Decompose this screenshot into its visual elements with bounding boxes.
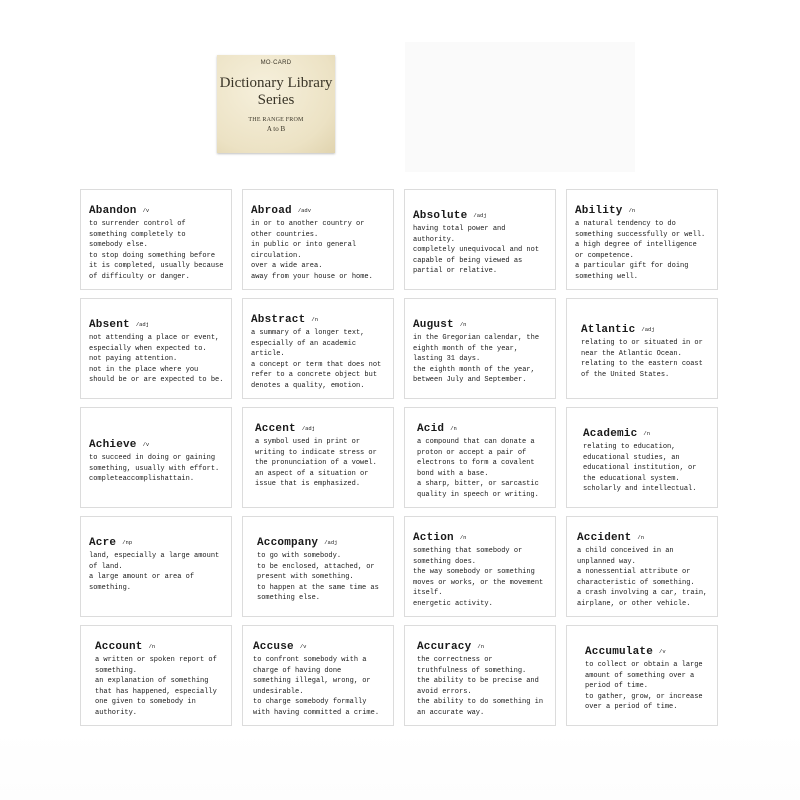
card-word: Accent bbox=[255, 423, 296, 435]
card-definition: in the Gregorian calendar, the eighth month of the year, lasting 31 days. the eighth month of the year, between July and September. bbox=[413, 334, 540, 384]
card-part-of-speech: /n bbox=[459, 534, 467, 541]
card-part-of-speech: /n bbox=[450, 425, 457, 432]
brand-label: MO·CARD bbox=[260, 60, 292, 66]
word-card bbox=[80, 516, 232, 617]
word-card bbox=[404, 189, 556, 290]
word-card bbox=[566, 298, 718, 399]
card-part-of-speech: /v bbox=[142, 441, 150, 448]
word-card bbox=[566, 516, 718, 617]
card-word: Acid bbox=[417, 423, 445, 435]
card-part-of-speech: /adv bbox=[297, 207, 312, 214]
card-part-of-speech: /n bbox=[459, 321, 467, 328]
card-word: Accuracy bbox=[417, 641, 472, 653]
word-card bbox=[404, 298, 556, 399]
range-label: THE RANGE FROM bbox=[248, 117, 304, 123]
word-card bbox=[404, 516, 556, 617]
card-definition: a compound that can donate a proton or accept a pair of electrons to form a covalent bond with a base. a sharp, bitter, or sarcastic quality in speech or writing. bbox=[417, 438, 539, 499]
card-part-of-speech: /v bbox=[659, 648, 666, 655]
card-definition: to confront somebody with a charge of having done something illegal, wrong, or undesirable. to charge somebody formally with having committed a crime. bbox=[253, 656, 380, 717]
card-definition: a child conceived in an unplanned way. a nonessential attribute or characteristic of something. a crash involving a car, train, airplane, or other vehicle. bbox=[577, 547, 708, 608]
card-part-of-speech: /n bbox=[148, 643, 156, 650]
card-definition: a written or spoken report of something. an explanation of something that has happened, especially one given to somebody in authority. bbox=[95, 656, 217, 717]
series-title: Dictionary Library bbox=[219, 75, 333, 91]
card-part-of-speech: /adj bbox=[135, 321, 150, 328]
card-word: Academic bbox=[583, 428, 638, 440]
card-word: Absolute bbox=[413, 210, 468, 222]
series-title-line2: Series bbox=[257, 92, 295, 108]
card-definition: in or to another country or other countries. in public or into general circulation. over a wide area. away from your house or home. bbox=[251, 220, 373, 281]
background-strip bbox=[0, 730, 800, 800]
card-definition: a symbol used in print or writing to indicate stress or the pronunciation of a vowel. an aspect of a situation or issue that is emphasized. bbox=[255, 438, 377, 488]
word-card bbox=[242, 516, 394, 617]
word-card bbox=[80, 298, 232, 399]
word-card bbox=[566, 625, 718, 726]
word-card bbox=[242, 298, 394, 399]
card-word: Abstract bbox=[251, 314, 306, 326]
word-card bbox=[404, 407, 556, 508]
card-word: Accident bbox=[577, 532, 632, 544]
card-part-of-speech: /n bbox=[637, 534, 645, 541]
card-word: August bbox=[413, 319, 454, 331]
card-word: Abandon bbox=[89, 205, 137, 217]
card-definition: to collect or obtain a large amount of something over a period of time. to gather, grow, or increase over a period of time. bbox=[585, 661, 703, 711]
card-part-of-speech: /adj bbox=[324, 539, 338, 546]
card-definition: relating to or situated in or near the Atlantic Ocean. relating to the eastern coast of the United States. bbox=[581, 339, 703, 379]
card-word: Achieve bbox=[89, 439, 137, 451]
card-part-of-speech: /v bbox=[299, 643, 307, 650]
card-word: Accumulate bbox=[585, 646, 654, 658]
card-word: Acre bbox=[89, 537, 117, 549]
word-card bbox=[80, 189, 232, 290]
background-block bbox=[405, 42, 635, 172]
word-card bbox=[566, 407, 718, 508]
range-value: A to B bbox=[266, 125, 286, 133]
card-word: Accompany bbox=[257, 537, 319, 549]
card-word: Accuse bbox=[253, 641, 294, 653]
word-card bbox=[404, 625, 556, 726]
word-card bbox=[80, 407, 232, 508]
card-word: Ability bbox=[575, 205, 623, 217]
card-definition: not attending a place or event, especially when expected to. not paying attention. not in the place where you should be or are expected to be. bbox=[89, 334, 224, 384]
card-part-of-speech: /n bbox=[643, 430, 651, 437]
card-definition: a natural tendency to do something successfully or well. a high degree of intelligence or competence. a particular gift for doing something well. bbox=[575, 220, 706, 281]
card-part-of-speech: /n bbox=[311, 316, 319, 323]
card-definition: to go with somebody. to be enclosed, attached, or present with something. to happen at the same time as something else. bbox=[257, 552, 379, 602]
card-word: Abroad bbox=[251, 205, 292, 217]
card-definition: the correctness or truthfulness of something. the ability to be precise and avoid errors. the ability to do something in an accurate way. bbox=[417, 656, 544, 717]
series-title-card bbox=[217, 55, 335, 153]
card-part-of-speech: /np bbox=[122, 539, 133, 546]
card-word: Action bbox=[413, 532, 454, 544]
card-word: Atlantic bbox=[581, 324, 636, 336]
card-part-of-speech: /v bbox=[142, 207, 150, 214]
card-part-of-speech: /adj bbox=[473, 212, 487, 219]
card-definition: to surrender control of something completely to somebody else. to stop doing something before it is completed, usually because of difficulty or danger. bbox=[89, 220, 224, 281]
word-card bbox=[566, 189, 718, 290]
card-part-of-speech: /adj bbox=[641, 326, 655, 333]
card-definition: a summary of a longer text, especially of an academic article. a concept or term that does not refer to a concrete object but denotes a quality, emotion. bbox=[251, 329, 382, 390]
card-word: Account bbox=[95, 641, 143, 653]
card-part-of-speech: /adj bbox=[301, 425, 316, 432]
card-definition: relating to education, educational studies, an educational institution, or the educational system. scholarly and intellectual. bbox=[583, 443, 697, 493]
card-part-of-speech: /n bbox=[477, 643, 485, 650]
word-card bbox=[80, 625, 232, 726]
card-word: Absent bbox=[89, 319, 130, 331]
word-card bbox=[242, 407, 394, 508]
card-definition: having total power and authority. completely unequivocal and not capable of being viewed as partial or relative. bbox=[413, 225, 540, 275]
card-definition: land, especially a large amount of land. a large amount or area of something. bbox=[89, 552, 220, 592]
word-card bbox=[242, 189, 394, 290]
card-definition: something that somebody or something does. the way somebody or something moves or works, or the movement itself. energetic activity. bbox=[413, 547, 544, 608]
word-card bbox=[242, 625, 394, 726]
card-definition: to succeed in doing or gaining something, usually with effort. completeaccomplishattain. bbox=[89, 454, 220, 483]
card-part-of-speech: /n bbox=[628, 207, 636, 214]
